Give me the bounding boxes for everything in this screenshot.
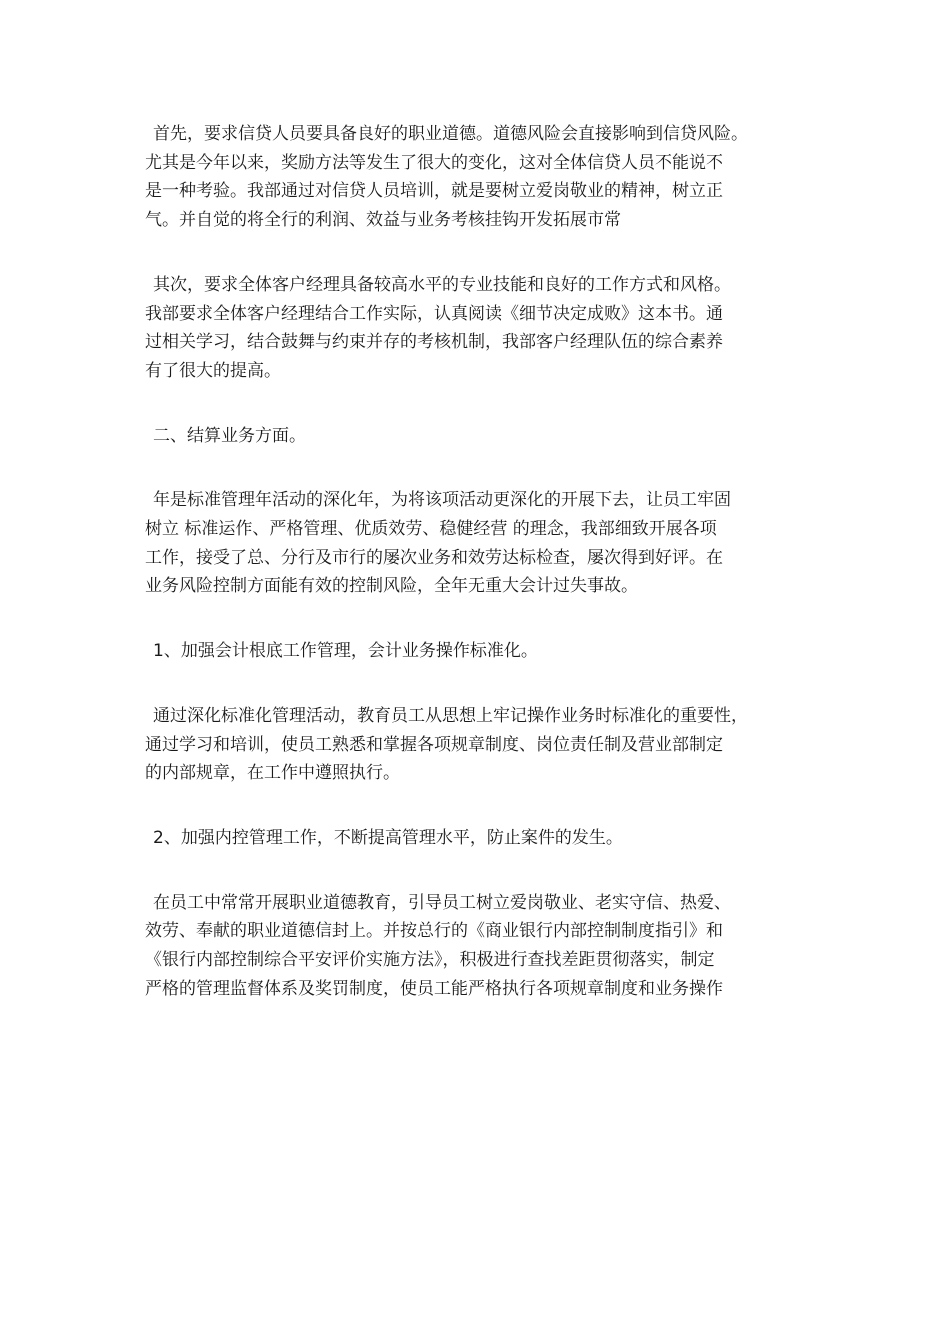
text-line: 有了很大的提高。 bbox=[145, 360, 281, 381]
subheading-internal-control bbox=[145, 824, 835, 853]
text-line: 效劳、奉献的职业道德信封上。并按总行的《商业银行内部控制制度指引》和 bbox=[145, 921, 723, 942]
text-line: 1、加强会计根底工作管理，会计业务操作标准化。 bbox=[153, 641, 538, 662]
paragraph-standard-management bbox=[145, 486, 835, 601]
paragraph-standardization bbox=[145, 702, 835, 788]
text-line: 其次，要求全体客户经理具备较高水平的专业技能和良好的工作方式和风格。 bbox=[153, 274, 731, 295]
text-line: 二、结算业务方面。 bbox=[153, 425, 306, 446]
text-line: 工作，接受了总、分行及市行的屡次业务和效劳达标检查，屡次得到好评。在 bbox=[145, 547, 723, 568]
paragraph-ethics-education bbox=[145, 889, 835, 1004]
text-line: 年是标准管理年活动的深化年，为将该项活动更深化的开展下去，让员工牢固 bbox=[153, 490, 731, 511]
text-line: 2、加强内控管理工作，不断提高管理水平，防止案件的发生。 bbox=[153, 827, 623, 848]
paragraph-manager-skills bbox=[145, 271, 835, 386]
subheading-accounting-basics bbox=[145, 637, 835, 666]
section-heading-settlement bbox=[145, 422, 835, 451]
text-line: 严格的管理监督体系及奖罚制度，使员工能严格执行各项规章制度和业务操作 bbox=[145, 978, 723, 999]
document-body bbox=[145, 120, 835, 1039]
text-line: 在员工中常常开展职业道德教育，引导员工树立爱岗敬业、老实守信、热爱、 bbox=[153, 892, 731, 913]
text-line: 我部要求全体客户经理结合工作实际，认真阅读《细节决定成败》这本书。通 bbox=[145, 303, 723, 324]
text-line: 业务风险控制方面能有效的控制风险，全年无重大会计过失事故。 bbox=[145, 576, 638, 597]
text-line: 《银行内部控制综合平安评价实施方法》，积极进行查找差距贯彻落实，制定 bbox=[145, 950, 715, 971]
text-line: 的内部规章，在工作中遵照执行。 bbox=[145, 763, 400, 784]
text-line: 首先，要求信贷人员要具备良好的职业道德。道德风险会直接影响到信贷风险。 bbox=[153, 124, 748, 144]
text-line: 通过深化标准化管理活动，教育员工从思想上牢记操作业务时标准化的重要性， bbox=[153, 705, 748, 726]
text-line: 通过学习和培训，使员工熟悉和掌握各项规章制度、岗位责任制及营业部制定 bbox=[145, 734, 723, 755]
text-line: 尤其是今年以来，奖励方法等发生了很大的变化，这对全体信贷人员不能说不 bbox=[145, 152, 723, 173]
text-line: 树立 标准运作、严格管理、优质效劳、稳健经营 的理念，我部细致开展各项 bbox=[145, 519, 717, 540]
paragraph-credit-ethics bbox=[145, 120, 835, 235]
text-line: 气。并自觉的将全行的利润、效益与业务考核挂钩开发拓展市常 bbox=[145, 210, 621, 231]
text-line: 过相关学习，结合鼓舞与约束并存的考核机制，我部客户经理队伍的综合素养 bbox=[145, 332, 723, 353]
text-line: 是一种考验。我部通过对信贷人员培训，就是要树立爱岗敬业的精神，树立正 bbox=[145, 181, 723, 202]
